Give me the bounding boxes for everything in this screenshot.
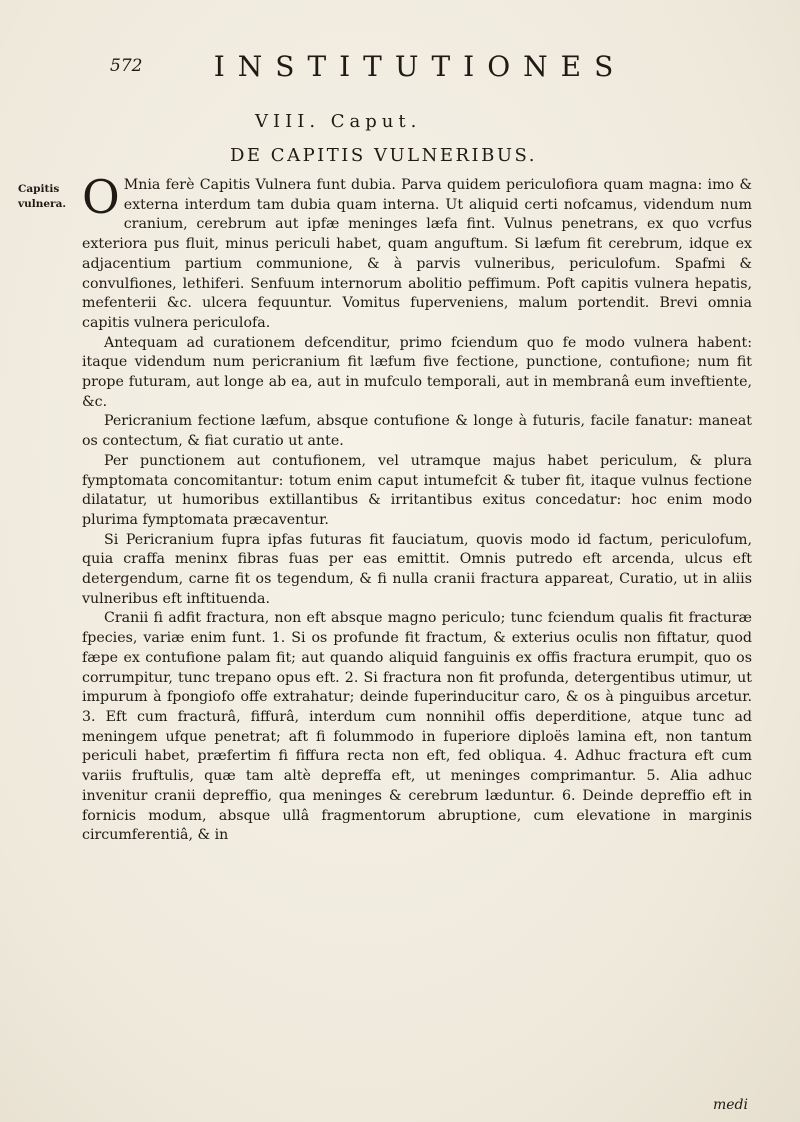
running-title: INSTITUTIONES xyxy=(213,50,627,83)
paragraph: Per punctionem aut contufionem, vel utramque majus habet periculum, & plura fymptomata concomitantur: totum enim caput intumefcit & tuber fit, itaque vulnus fectione dilatatur, ut humoribus extillantibus & irritantibus exitus concedatur: hoc enim modo plurima fymptomata præcaventur. xyxy=(82,452,752,528)
catchword: medi xyxy=(713,1097,748,1113)
chapter-label: VIII. Caput. xyxy=(255,111,422,132)
page-header xyxy=(110,52,670,88)
paragraph-text: Mnia ferè Capitis Vulnera funt dubia. Parva quidem periculofiora quam magna: imo & externa interdum tam dubia quam interna. Ut aliquid certi nofcamus, videndum num cranium, cerebrum aut ipfæ meninges læfa fint. Vulnus penetrans, ex quo vcrfus exteriora pus fluit, minus periculi habet, quam anguftum. Si læfum fit cerebrum, idque ex adjacentium partium communione, & à parvis vulneribus, periculofum. Spafmi & convulfiones, lethiferi. Senfuum internorum abolitio peffimum. Poft capitis vulnera hepatis, mefenterii &c. ulcera fequuntur. Vomitus fuperveniens, malum portendit. Brevi omnia capitis vulnera periculofa. xyxy=(82,177,752,331)
page-number: 572 xyxy=(110,56,143,76)
body-text xyxy=(82,170,752,846)
chapter-title: DE CAPITIS VULNERIBUS. xyxy=(230,145,537,166)
paragraph xyxy=(82,170,752,334)
paragraph: Si Pericranium fupra ipfas futuras fit fauciatum, quovis modo id factum, periculofum, quia craffa meninx fibras fuas per eas emittit. Omnis putredo eft arcenda, ulcus eft detergendum, carne fit os tegendum, & fi nulla cranii fractura appareat, Curatio, ut in aliis vulneribus eft inftituenda. xyxy=(82,531,752,607)
margin-note: Capitis vulnera. xyxy=(18,183,67,210)
drop-capital: O xyxy=(82,170,120,224)
paragraph: Antequam ad curationem defcenditur, primo fciendum quo fe modo vulnera habent: itaque videndum num pericranium fit læfum five fectione, punctione, contufione; num fit prope futuram, aut longe ab ea, aut in mufculo temporali, aut in membranâ eum inveftiente, &c. xyxy=(82,334,752,410)
paragraph: Cranii fi adfit fractura, non eft absque magno periculo; tunc fciendum qualis fit fracturæ fpecies, variæ enim funt. 1. Si os profunde fit fractum, & exterius oculis non fiftatur, quod fæpe ex contufione palam fit; aut quando aliquid fanguinis ex offis fractura erumpit, quo os corrumpitur, tunc trepano opus eft. 2. Si fractura non fit profunda, detergentibus utimur, ut impurum à fpongiofo offe extrahatur; deinde fuperinducitur caro, & os à pinguibus arcetur. 3. Eft cum fracturâ, fiffurâ, interdum cum nonnihil offis deperditione, atque tunc ad meningem ufque penetrat; aft fi folummodo in fuperiore diploës lamina eft, non tantum periculi habet, præfertim fi fiffura recta non eft, fed obliqua. 4. Adhuc fractura eft cum variis fruftulis, quæ tam altè depreffa eft, ut meninges comprimantur. 5. Alia adhuc invenitur cranii depreffio, qua meninges & cerebrum læduntur. 6. Deinde depreffio eft in fornicis modum, absque ullâ fragmentorum abruptione, cum elevatione in marginis circumferentiâ, & in xyxy=(82,610,752,844)
paragraph: Pericranium fectione læfum, absque contufione & longe à futuris, facile fanatur: maneat os contectum, & fiat curatio ut ante. xyxy=(82,413,752,450)
